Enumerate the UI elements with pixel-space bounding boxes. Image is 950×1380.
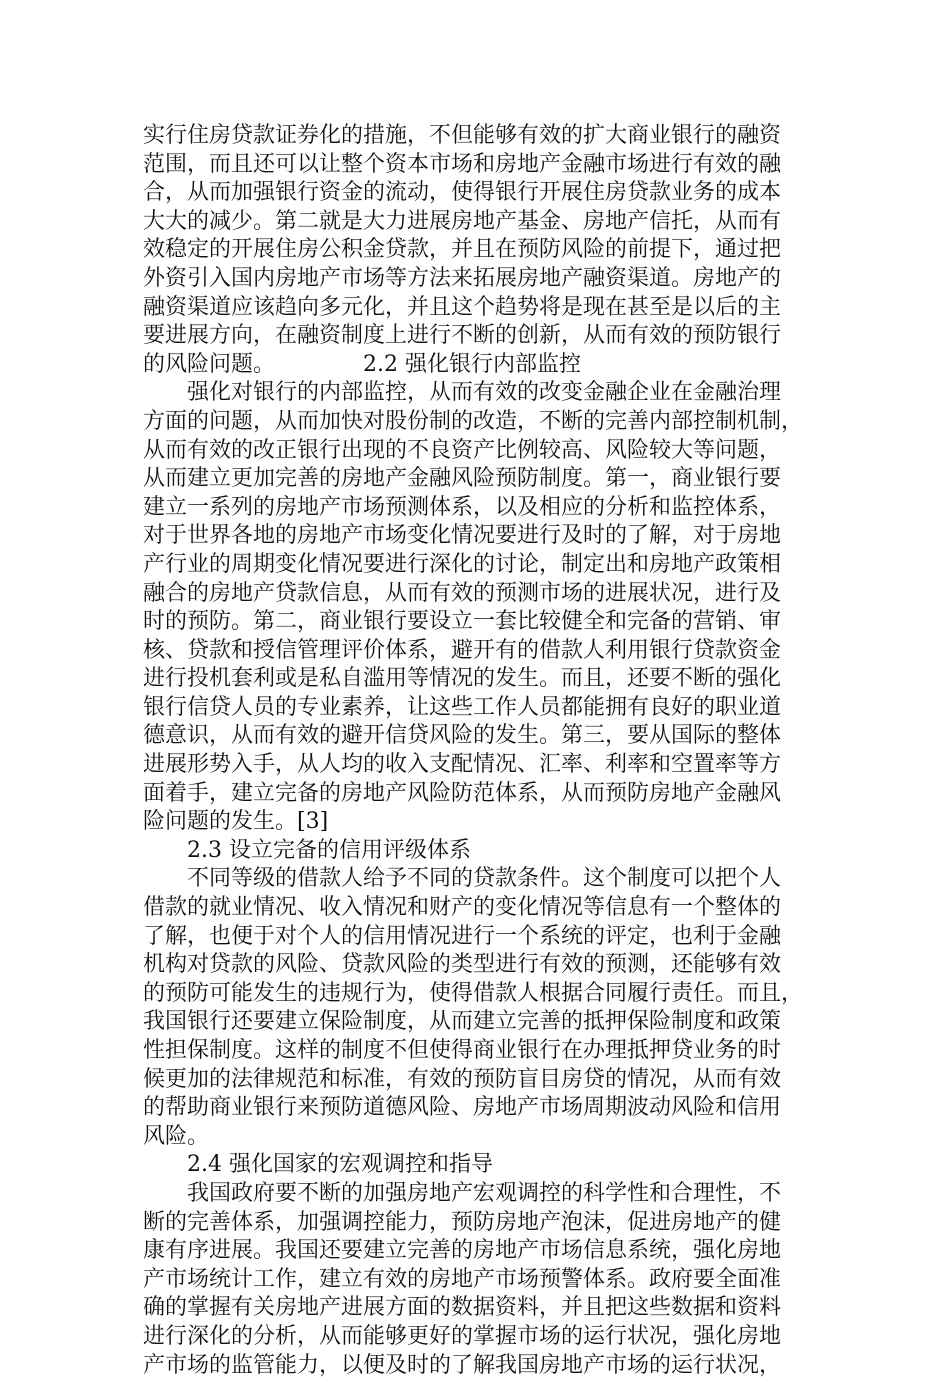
section-heading-2-4: 2.4 强化国家的宏观调控和指导	[143, 1152, 493, 1178]
text-line: 对于世界各地的房地产市场变化情况要进行及时的了解，对于房地	[143, 523, 782, 549]
text-line: 进行深化的分析，从而能够更好的掌握市场的运行状况，强化房地	[143, 1323, 782, 1349]
text-line: 机构对贷款的风险、贷款风险的类型进行有效的预测，还能够有效	[143, 952, 782, 978]
text-line: 确的掌握有关房地产进展方面的数据资料，并且把这些数据和资料	[143, 1295, 782, 1321]
text-line: 性担保制度。这样的制度不但使得商业银行在办理抵押贷业务的时	[143, 1038, 782, 1063]
text-line: 核、贷款和授信管理评价体系，避开有的借款人利用银行贷款资金	[143, 637, 782, 663]
text-line: 险问题的发生。[3]	[143, 809, 329, 835]
text-line: 时的预防。第二，商业银行要设立一套比较健全和完备的营销、审	[143, 609, 782, 635]
text-line: 效稳定的开展住房公积金贷款，并且在预防风险的前提下，通过把	[143, 237, 782, 263]
text-line: 产市场的监管能力，以便及时的了解我国房地产市场的运行状况，	[143, 1352, 782, 1378]
text-line: 候更加的法律规范和标准，有效的预防盲目房贷的情况，从而有效	[143, 1066, 782, 1092]
text-fragment: 的风险问题。	[143, 351, 276, 377]
text-line: 实行住房贷款证券化的措施，不但能够有效的扩大商业银行的融资	[143, 123, 782, 148]
text-line: 建立一系列的房地产市场预测体系，以及相应的分析和监控体系，	[143, 494, 782, 520]
text-line: 范围，而且还可以让整个资本市场和房地产金融市场进行有效的融	[143, 151, 782, 177]
text-line: 要进展方向，在融资制度上进行不断的创新，从而有效的预防银行	[143, 323, 782, 349]
text-line: 银行信贷人员的专业素养，让这些工作人员都能拥有良好的职业道	[143, 694, 782, 720]
text-line: 面着手，建立完备的房地产风险防范体系，从而预防房地产金融风	[143, 780, 782, 806]
text-line: 进展形势入手，从人均的收入支配情况、汇率、利率和空置率等方	[143, 752, 782, 778]
text-line: 强化对银行的内部监控，从而有效的改变金融企业在金融治理	[143, 380, 782, 406]
text-line: 外资引入国内房地产市场等方法来拓展房地产融资渠道。房地产的	[143, 265, 782, 291]
text-line-with-heading	[143, 351, 807, 380]
section-heading-2-2: 2.2 强化银行内部监控	[363, 351, 581, 377]
text-line: 德意识，从而有效的避开信贷风险的发生。第三，要从国际的整体	[143, 723, 782, 749]
text-line: 大大的减少。第二就是大力进展房地产基金、房地产信托，从而有	[143, 208, 782, 234]
text-line: 方面的问题，从而加快对股份制的改造，不断的完善内部控制机制，	[143, 408, 804, 434]
text-line: 借款的就业情况、收入情况和财产的变化情况等信息有一个整体的	[143, 895, 782, 921]
text-line: 康有序进展。我国还要建立完善的房地产市场信息系统，强化房地	[143, 1238, 782, 1264]
text-line: 的预防可能发生的违规行为，使得借款人根据合同履行责任。而且，	[143, 980, 804, 1006]
text-line: 从而有效的改正银行出现的不良资产比例较高、风险较大等问题，	[143, 437, 782, 463]
body-text	[143, 122, 807, 1380]
text-line: 产市场统计工作，建立有效的房地产市场预警体系。政府要全面准	[143, 1266, 782, 1292]
text-line: 从而建立更加完善的房地产金融风险预防制度。第一，商业银行要	[143, 466, 782, 492]
text-line: 我国政府要不断的加强房地产宏观调控的科学性和合理性，不	[143, 1180, 782, 1206]
text-line: 合，从而加强银行资金的流动，使得银行开展住房贷款业务的成本	[143, 180, 782, 206]
text-line: 我国银行还要建立保险制度，从而建立完善的抵押保险制度和政策	[143, 1009, 782, 1035]
section-heading-2-3: 2.3 设立完备的信用评级体系	[143, 837, 471, 863]
text-line: 融资渠道应该趋向多元化，并且这个趋势将是现在甚至是以后的主	[143, 294, 782, 320]
text-line: 不同等级的借款人给予不同的贷款条件。这个制度可以把个人	[143, 866, 782, 892]
text-line: 风险。	[143, 1123, 210, 1149]
text-line: 的帮助商业银行来预防道德风险、房地产市场周期波动风险和信用	[143, 1095, 782, 1121]
text-line: 产行业的周期变化情况要进行深化的讨论，制定出和房地产政策相	[143, 551, 782, 577]
text-line: 进行投机套利或是私自滥用等情况的发生。而且，还要不断的强化	[143, 666, 782, 692]
text-line: 融合的房地产贷款信息，从而有效的预测市场的进展状况，进行及	[143, 580, 782, 606]
text-line: 断的完善体系，加强调控能力，预防房地产泡沫，促进房地产的健	[143, 1209, 782, 1235]
text-line: 了解，也便于对个人的信用情况进行一个系统的评定，也利于金融	[143, 923, 782, 949]
